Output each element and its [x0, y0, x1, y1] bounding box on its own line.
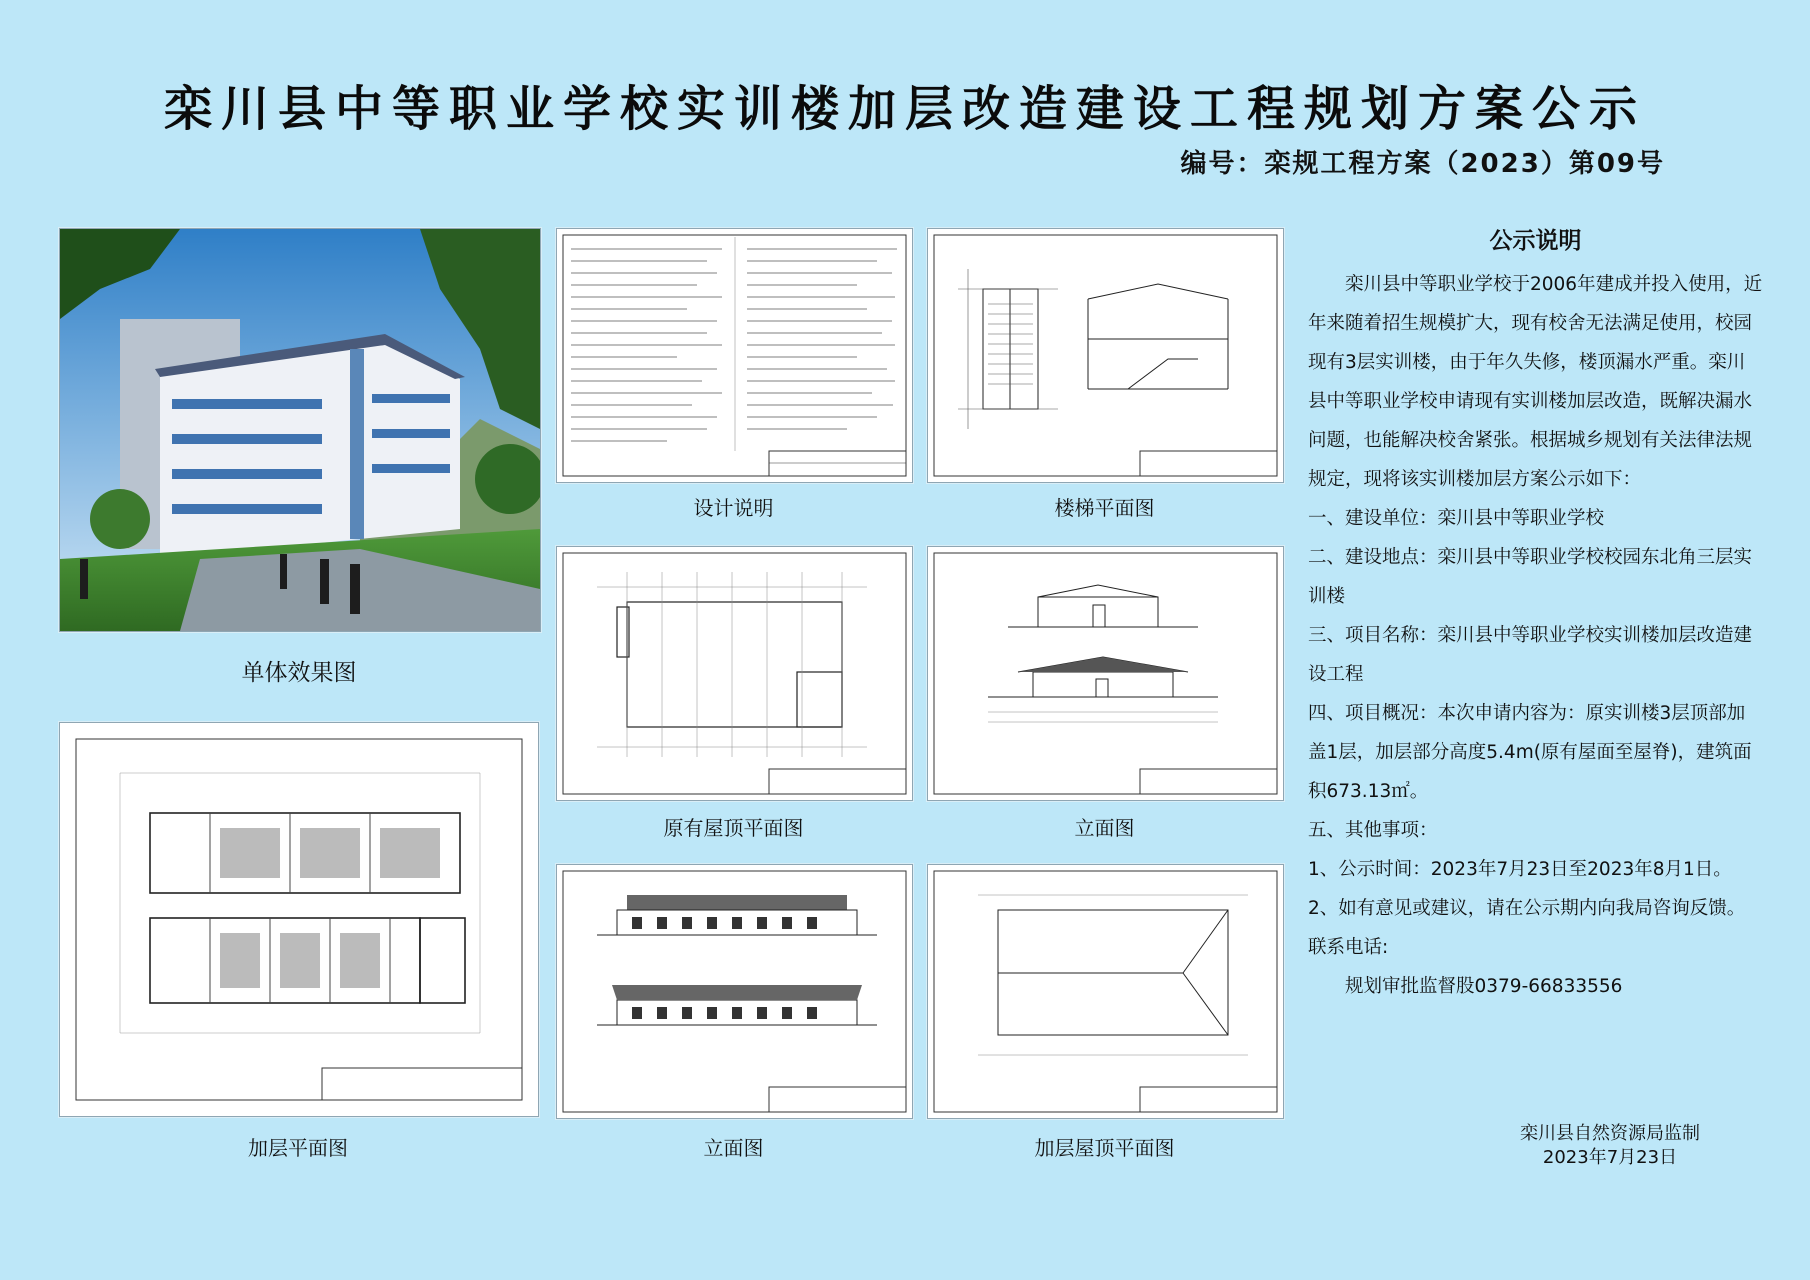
caption-elevation-2: 立面图	[703, 1136, 764, 1160]
page-title: 栾川县中等职业学校实训楼加层改造建设工程规划方案公示	[163, 81, 1646, 137]
design-notes-drawing	[556, 228, 913, 483]
rendering-image	[59, 228, 541, 632]
issuer-signature	[1480, 1122, 1740, 1170]
issuer: 栾川县自然资源局监制	[1520, 1123, 1700, 1144]
caption-addition-plan: 加层平面图	[248, 1136, 348, 1160]
caption-design-notes: 设计说明	[693, 496, 774, 520]
notice-item-5: 五、其他事项：	[1308, 820, 1438, 841]
notice-contact: 规划审批监督股0379-66833556	[1345, 976, 1623, 997]
stair-plan-drawing	[927, 228, 1284, 483]
addition-floor-plan-drawing	[59, 722, 539, 1117]
elevation-drawing-2	[556, 864, 913, 1119]
notice-section	[1308, 222, 1763, 1006]
notice-item-2: 二、建设地点：栾川县中等职业学校校园东北角三层实训楼	[1308, 547, 1753, 607]
original-roof-plan-drawing	[556, 546, 913, 801]
notice-item-1: 一、建设单位：栾川县中等职业学校	[1308, 508, 1605, 529]
issue-date: 2023年7月23日	[1542, 1147, 1678, 1168]
caption-stair-plan: 楼梯平面图	[1054, 496, 1155, 520]
addition-roof-plan-drawing	[927, 864, 1284, 1119]
elevation-drawing-1	[927, 546, 1284, 801]
notice-sub-1: 1、公示时间：2023年7月23日至2023年8月1日。	[1308, 859, 1732, 880]
notice-item-4: 四、项目概况：本次申请内容为：原实训楼3层顶部加盖1层，加层部分高度5.4m(原有屋面至屋脊)，建筑面积673.13㎡。	[1308, 703, 1752, 802]
notice-sub-2: 2、如有意见或建议，请在公示期内向我局咨询反馈。	[1308, 898, 1746, 919]
document-number: 编号：栾规工程方案（2023）第09号	[1180, 149, 1665, 179]
caption-elevation-1: 立面图	[1074, 816, 1135, 840]
caption-addition-roof-plan: 加层屋顶平面图	[1034, 1136, 1175, 1160]
notice-title: 公示说明	[1489, 228, 1582, 254]
notice-intro: 栾川县中等职业学校于2006年建成并投入使用，近年来随着招生规模扩大，现有校舍无法满足使用，校园现有3层实训楼，由于年久失修，楼顶漏水严重。栾川县中等职业学校申请现有实训楼加层改造，既解决漏水问题，也能解决校舍紧张。根据城乡规划有关法律法规规定，现将该实训楼加层方案公示如下：	[1308, 274, 1763, 490]
notice-item-3: 三、项目名称：栾川县中等职业学校实训楼加层改造建设工程	[1308, 625, 1753, 685]
caption-rendering: 单体效果图	[241, 660, 357, 686]
caption-original-roof-plan: 原有屋顶平面图	[663, 816, 804, 840]
notice-contact-label: 联系电话:	[1308, 937, 1389, 958]
